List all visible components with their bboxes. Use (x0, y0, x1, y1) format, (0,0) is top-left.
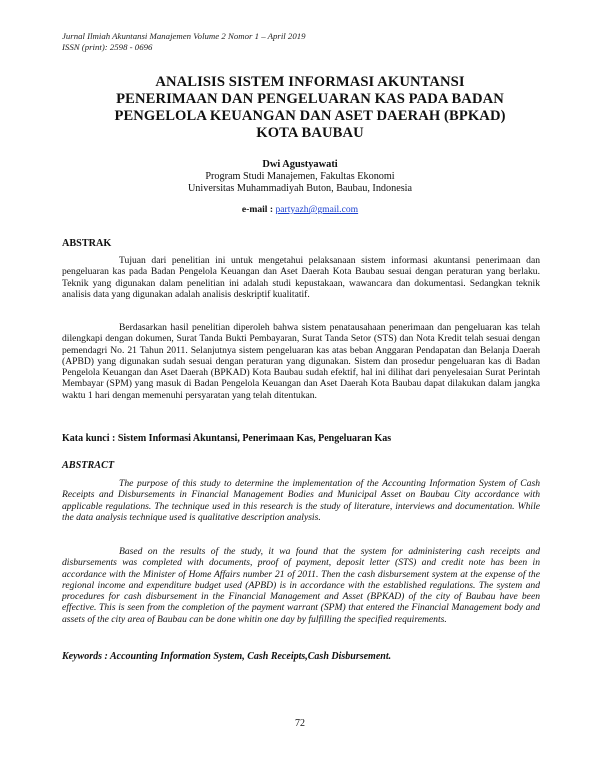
journal-header (62, 31, 306, 53)
kata-kunci-label: Kata kunci (62, 433, 110, 444)
abstract-paragraph-2: Based on the results of the study, it wa found that the system for administering cash receipts and disbursements was completed with documents, proof of payment, deposit letter (STS) and credit note has been in accordance with the Minister of Home Affairs number 21 of 2011. Then the cash disbursement system at the expense of the regional income and expenditure budget used (APBD) is in accordance with the established regulations. The system and procedures for cash disbursement in the Financial Management and Asset (BPKAD) of the city of Baubau have been effective. This is seen from the completion of the payment warrant (SPM) that entered the Financial Management body and assets of the city area of Baubau can be done whitin one day by fulfilling the specified requirements. (62, 546, 540, 625)
keywords: Keywords : Accounting Information System, Cash Receipts,Cash Disbursement. (62, 651, 392, 662)
email-label: e-mail : (241, 204, 274, 215)
author-affiliation: Program Studi Manajemen, Fakultas Ekonomi (205, 171, 395, 182)
title-line: KOTA BAUBAU (256, 125, 364, 141)
paper-title (70, 74, 550, 142)
email-link[interactable]: partyazh@gmail.com (275, 204, 359, 215)
email-line (0, 204, 600, 216)
abstrak-paragraph-2: Berdasarkan hasil penelitian diperoleh bahwa sistem penatausahaan penerimaan dan pengeluaran kas telah dilengkapi dengan dokumen, Surat Tanda Bukti Pembayaran, Surat Tanda Setor (STS) dan Nota Kredit telah sesuai dengan pemendagri No. 21 Tahun 2011. Selanjutnya sistem pengeluaran kas atas beban Anggaran Pendapatan dan Belanja Daerah (APBD) yang digunakan sudah sesuai dengan peraturan yang digunakan. Sistem dan prosedur pengeluaran kas di Badan Pengelola Keuangan dan Aset Daerah (BPKAD) Kota Baubau sudah efektif, hal ini dilihat dari penyelesaian Surat Perintah Membayar (SPM) yang masuk di Badan Pengelola Keuangan dan Aset Daerah Kota Baubau dapat dilakukan dalam jangka waktu 1 hari dengan memenuhi persyaratan yang telah ditentukan. (62, 322, 540, 401)
abstract-paragraph-1: The purpose of this study to determine the implementation of the Accounting Information System of Cash Receipts and Disbursements in Financial Management Bodies and Municipal Asset on Baubau City accordance with applicable regulations. The technique used in this research is the study of literature, interviews and documentation. While the data analysis technique used is qualitative description analysis. (62, 478, 540, 523)
abstrak-heading: ABSTRAK (62, 238, 112, 249)
author-block (0, 159, 600, 216)
title-line: PENGELOLA KEUANGAN DAN ASET DAERAH (BPKAD) (114, 108, 506, 124)
kata-kunci (62, 433, 391, 444)
author-university: Universitas Muhammadiyah Buton, Baubau, Indonesia (187, 183, 413, 194)
kata-kunci-text: : Sistem Informasi Akuntansi, Penerimaan Kas, Pengeluaran Kas (109, 433, 392, 444)
title-line: ANALISIS SISTEM INFORMASI AKUNTANSI (155, 74, 465, 90)
author-name: Dwi Agustyawati (262, 159, 338, 170)
abstract-heading: ABSTRACT (62, 460, 115, 471)
title-line: PENERIMAAN DAN PENGELUARAN KAS PADA BADAN (116, 91, 504, 107)
page-number: 72 (295, 718, 305, 729)
journal-citation: Jurnal Ilmiah Akuntansi Manajemen Volume 2 Nomor 1 – April 2019 (62, 31, 306, 41)
abstrak-paragraph-1: Tujuan dari penelitian ini untuk mengetahui pelaksanaan sistem informasi akuntansi penerimaan dan pengeluaran kas pada Badan Pengelola Keuangan dan Aset Daerah Kota Baubau sesuai dengan peraturan yang berlaku. Teknik yang digunakan dalam penelitian ini adalah studi kepustakaan, wawancara dan dokumentasi. Sedangkan teknik analisis data yang digunakan adalah analisis deskriptif kualitatif. (62, 255, 540, 300)
journal-issn: ISSN (print): 2598 - 0696 (62, 42, 153, 52)
